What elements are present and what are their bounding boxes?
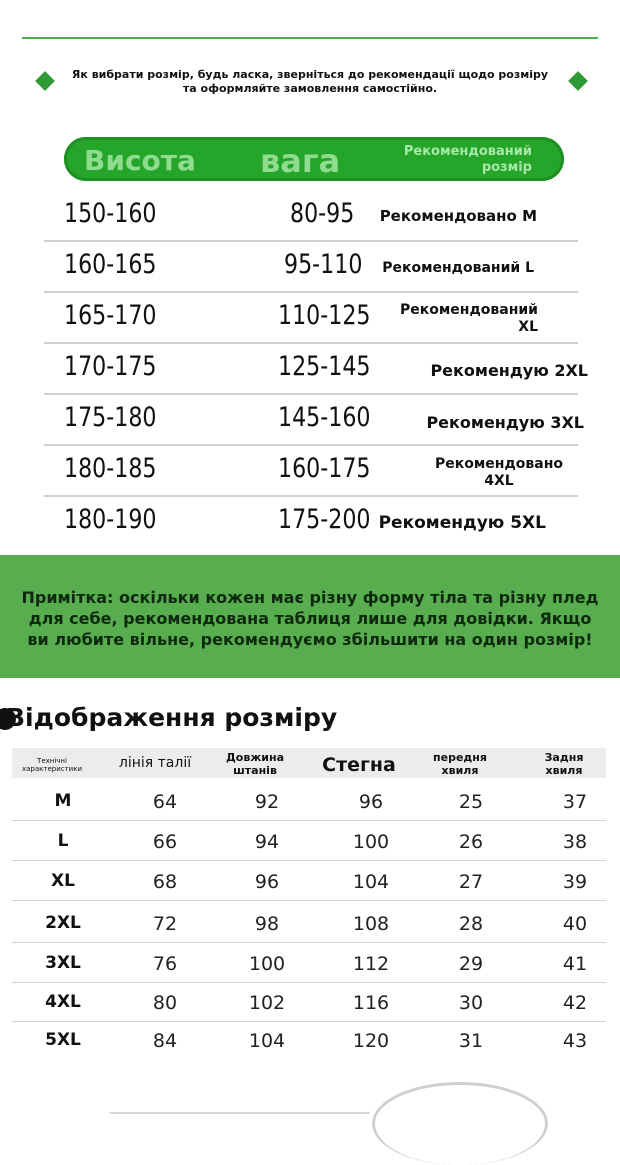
size-row: [44, 396, 584, 446]
measurement-cell: 64: [152, 791, 178, 813]
measurement-cell: 92: [254, 791, 280, 813]
row-divider: [12, 982, 606, 983]
measurement-cell: 40: [562, 913, 588, 935]
measurement-cell: 25: [458, 791, 484, 813]
size-cell: 4XL: [45, 992, 81, 1012]
row-divider: [12, 860, 606, 861]
measurement-cell: 66: [152, 831, 178, 853]
col-header-hips: Стегна: [322, 754, 396, 776]
measurement-cell: 112: [352, 953, 390, 975]
row-divider: [44, 240, 578, 242]
measurement-cell: 102: [248, 992, 286, 1014]
measurement-cell: 96: [358, 791, 384, 813]
row-height: 165-170: [64, 300, 157, 331]
row-recommendation: Рекомендую 2XL: [430, 361, 588, 380]
table-row: [12, 823, 606, 861]
col-header-length: Довжина штанів: [226, 751, 284, 777]
header-recommended-label: Рекомендований розмір: [403, 144, 532, 175]
row-height: 160-165: [64, 249, 157, 280]
measurement-cell: 94: [254, 831, 280, 853]
table-row: [12, 1022, 606, 1060]
measurement-cell: 31: [458, 1030, 484, 1052]
size-display-title: Відображення розміру: [6, 703, 338, 732]
measurement-cell: 108: [352, 913, 390, 935]
measurement-cell: 28: [458, 913, 484, 935]
bottom-divider: [110, 1112, 370, 1114]
measurement-cell: 72: [152, 913, 178, 935]
top-divider: [22, 37, 598, 39]
row-recommendation: Рекомендую 3XL: [426, 413, 584, 432]
row-height: 180-185: [64, 453, 157, 484]
table-row: [12, 783, 606, 821]
row-recommendation: Рекомендовано M: [379, 207, 537, 225]
measurement-cell: 98: [254, 913, 280, 935]
row-divider: [12, 942, 606, 943]
row-divider: [44, 444, 578, 446]
col-header-front-rise: передня хвиля: [433, 751, 487, 777]
row-recommendation: Рекомендую 5XL: [378, 513, 546, 533]
table-row: [12, 863, 606, 901]
row-divider: [44, 393, 578, 395]
diamond-right-icon: [568, 71, 588, 91]
table-row: [12, 945, 606, 983]
table-row: [12, 984, 606, 1022]
row-divider: [44, 342, 578, 344]
row-divider: [44, 291, 578, 293]
header-height-label: Висота: [84, 144, 196, 177]
measurement-cell: 38: [562, 831, 588, 853]
measurement-cell: 104: [352, 871, 390, 893]
size-cell: 3XL: [45, 953, 81, 973]
measurement-cell: 76: [152, 953, 178, 975]
measurement-cell: 100: [248, 953, 286, 975]
size-cell: 2XL: [45, 913, 81, 933]
decorative-arc: [372, 1082, 548, 1165]
row-recommendation: Рекомендовано 4XL: [434, 456, 563, 489]
size-row: [44, 447, 578, 497]
row-divider: [12, 900, 606, 901]
row-weight: 95-110: [284, 249, 363, 280]
row-divider: [12, 820, 606, 821]
size-row: [44, 294, 578, 344]
diamond-left-icon: [35, 71, 55, 91]
measurement-cell: 27: [458, 871, 484, 893]
row-weight: 160-175: [278, 453, 371, 484]
row-height: 175-180: [64, 402, 157, 433]
col-header-waist: лінія талії: [118, 755, 192, 771]
row-weight: 175-200: [278, 504, 371, 535]
measurement-cell: 29: [458, 953, 484, 975]
measurement-cell: 96: [254, 871, 280, 893]
row-height: 150-160: [64, 198, 157, 229]
size-row: [44, 345, 588, 395]
size-cell: XL: [51, 871, 75, 891]
measurement-cell: 120: [352, 1030, 390, 1052]
intro-instruction: Як вибрати розмір, будь ласка, зверніться до рекомендації щодо розміру та оформляйте замовлення самостійно.: [71, 68, 549, 95]
measurement-cell: 41: [562, 953, 588, 975]
measurement-cell: 68: [152, 871, 178, 893]
row-recommendation: Рекомендований L: [382, 260, 534, 276]
row-height: 170-175: [64, 351, 157, 382]
size-cell: M: [54, 791, 72, 811]
row-weight: 80-95: [290, 198, 355, 229]
col-header-back-rise: Задня хвиля: [544, 751, 584, 777]
measurement-cell: 26: [458, 831, 484, 853]
row-height: 180-190: [64, 504, 157, 535]
measurement-cell: 43: [562, 1030, 588, 1052]
measurement-cell: 116: [352, 992, 390, 1014]
size-cell: 5XL: [45, 1030, 81, 1050]
row-weight: 125-145: [278, 351, 371, 382]
note-text: Примітка: оскільки кожен має різну форму тіла та різну плед для себе, рекомендована таблиця лише для довідки. Якщо ви любите вільне, рекомендуємо збільшити на один розмір!: [21, 588, 599, 649]
measurement-cell: 104: [248, 1030, 286, 1052]
row-divider: [44, 495, 578, 497]
size-row: [44, 498, 578, 548]
measurement-cell: 100: [352, 831, 390, 853]
measurement-cell: 30: [458, 992, 484, 1014]
row-weight: 110-125: [278, 300, 371, 331]
size-row: [44, 192, 578, 242]
row-recommendation: Рекомендований XL: [399, 302, 538, 335]
measurement-cell: 80: [152, 992, 178, 1014]
measurement-cell: 84: [152, 1030, 178, 1052]
table-row: [12, 905, 606, 943]
measurements-table-header: [12, 748, 606, 778]
col-header-specs: Технічні характеристики: [21, 757, 83, 773]
measurement-cell: 37: [562, 791, 588, 813]
size-row: [44, 243, 578, 293]
row-weight: 145-160: [278, 402, 371, 433]
size-cell: L: [57, 831, 69, 851]
measurement-cell: 42: [562, 992, 588, 1014]
measurement-cell: 39: [562, 871, 588, 893]
header-weight-label: вага: [260, 142, 341, 180]
